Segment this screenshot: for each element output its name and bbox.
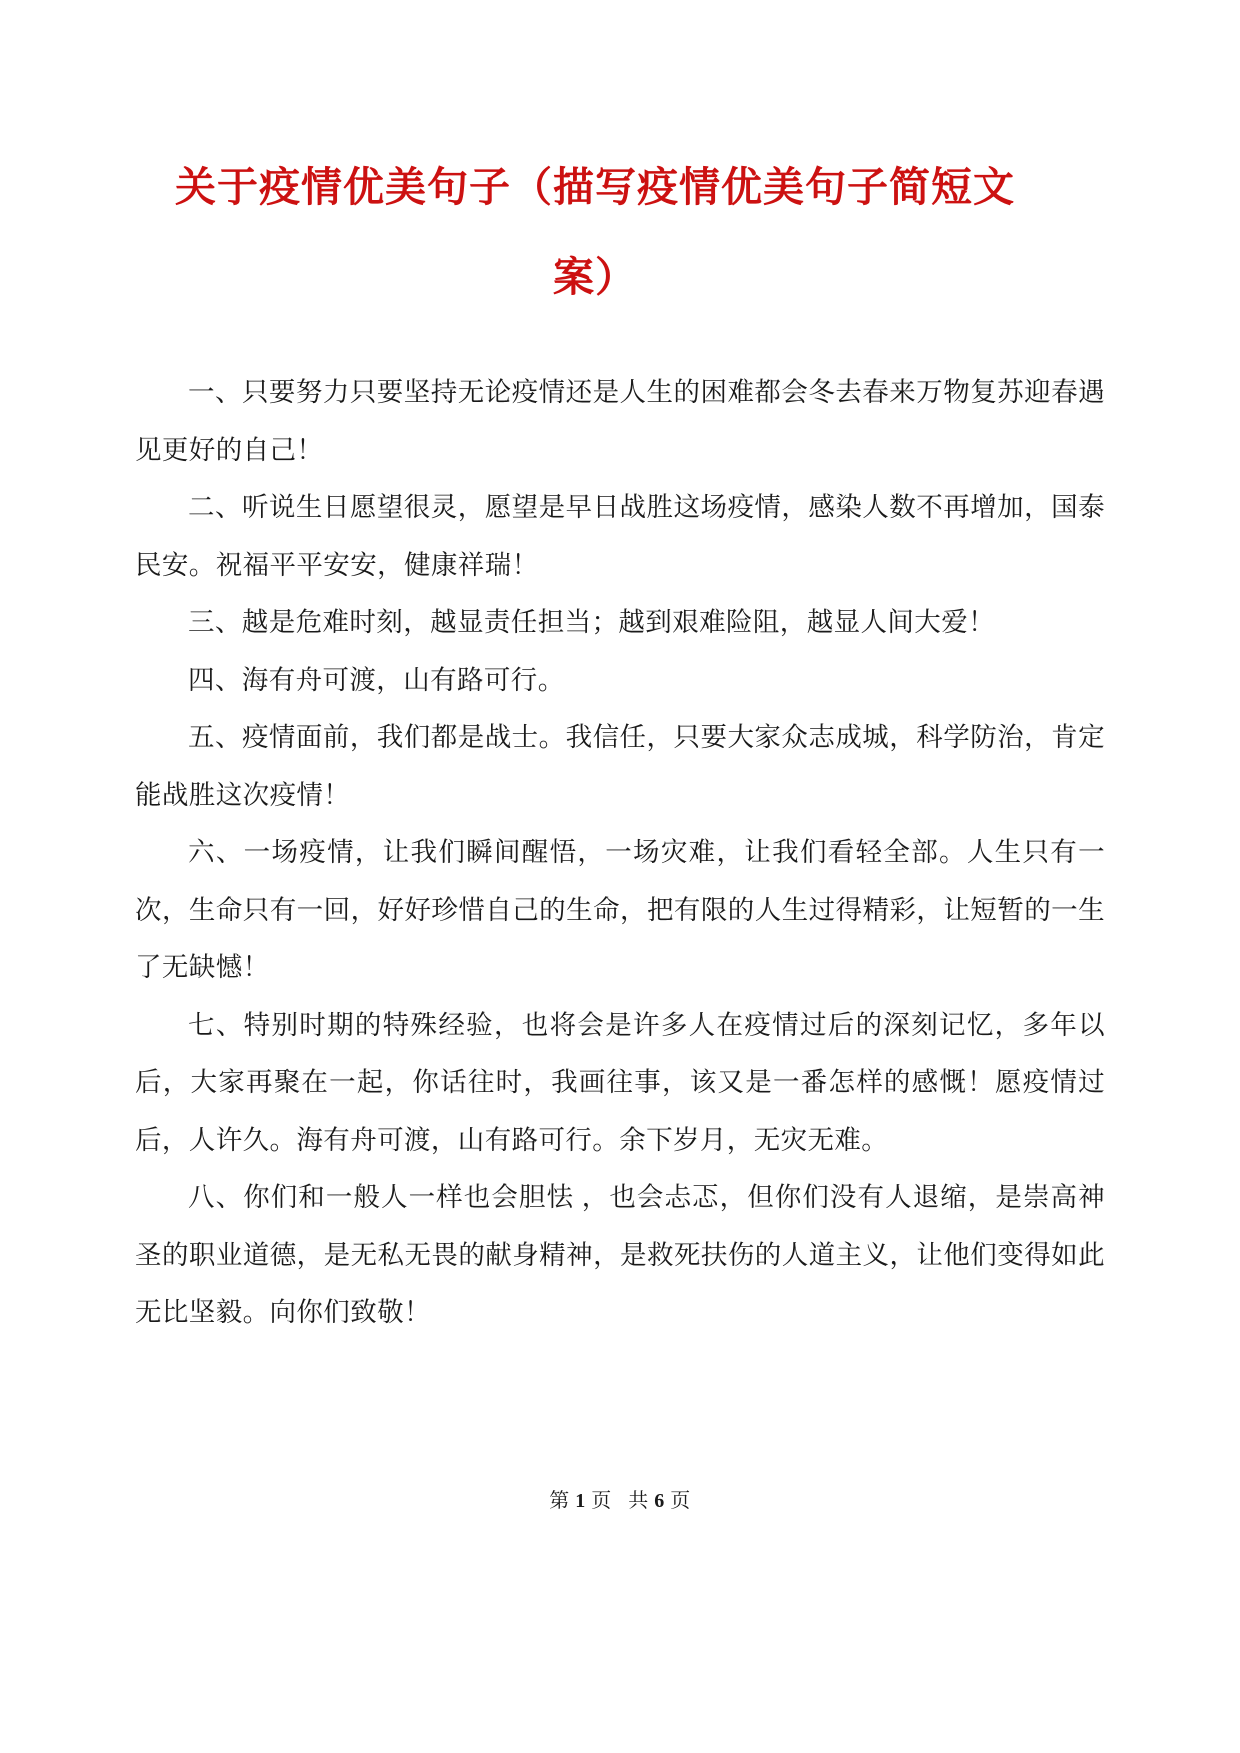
page-title: 关于疫情优美句子（描写疫情优美句子简短文案） [175, 163, 1015, 301]
paragraph-8: 八、你们和一般人一样也会胆怯 ，也会忐忑，但你们没有人退缩，是崇高神圣的职业道德，是无私无畏的献身精神，是救死扶伤的人道主义，让他们变得如此无比坚毅。向你们致敬！ [135, 1182, 1105, 1327]
paragraph-6: 六、一场疫情，让我们瞬间醒悟，一场灾难，让我们看轻全部。人生只有一次，生命只有一回，好好珍惜自己的生命，把有限的人生过得精彩，让短暂的一生了无缺憾！ [135, 837, 1105, 982]
footer-total-unit: 页 [670, 1490, 691, 1512]
document-body [135, 364, 1105, 1342]
footer-current-page: 1 [575, 1490, 586, 1512]
paragraph-4: 四、海有舟可渡，山有路可行。 [188, 664, 565, 695]
footer-page-unit: 页 [591, 1490, 612, 1512]
paragraph-3: 三、越是危难时刻，越显责任担当；越到艰难险阻，越显人间大爱！ [188, 607, 995, 637]
paragraph-2: 二、听说生日愿望很灵，愿望是早日战胜这场疫情，感染人数不再增加，国泰民安。祝福平平安安，健康祥瑞！ [135, 492, 1105, 580]
document-content [135, 0, 1105, 1342]
paragraph-1: 一、只要努力只要坚持无论疫情还是人生的困难都会冬去春来万物复苏迎春遇见更好的自己！ [135, 377, 1105, 465]
page-footer [0, 1484, 1240, 1513]
footer-total-prefix: 共 [628, 1490, 649, 1512]
paragraph-7: 七、特别时期的特殊经验，也将会是许多人在疫情过后的深刻记忆，多年以后，大家再聚在一起，你话往时，我画往事，该又是一番怎样的感慨！愿疫情过后，人许久。海有舟可渡，山有路可行。余下岁月，无灾无难。 [135, 1009, 1105, 1155]
footer-page-prefix: 第 [549, 1490, 570, 1512]
paragraph-5: 五、疫情面前，我们都是战士。我信任，只要大家众志成城，科学防治，肯定能战胜这次疫情！ [135, 722, 1105, 810]
footer-total-pages: 6 [654, 1490, 665, 1512]
